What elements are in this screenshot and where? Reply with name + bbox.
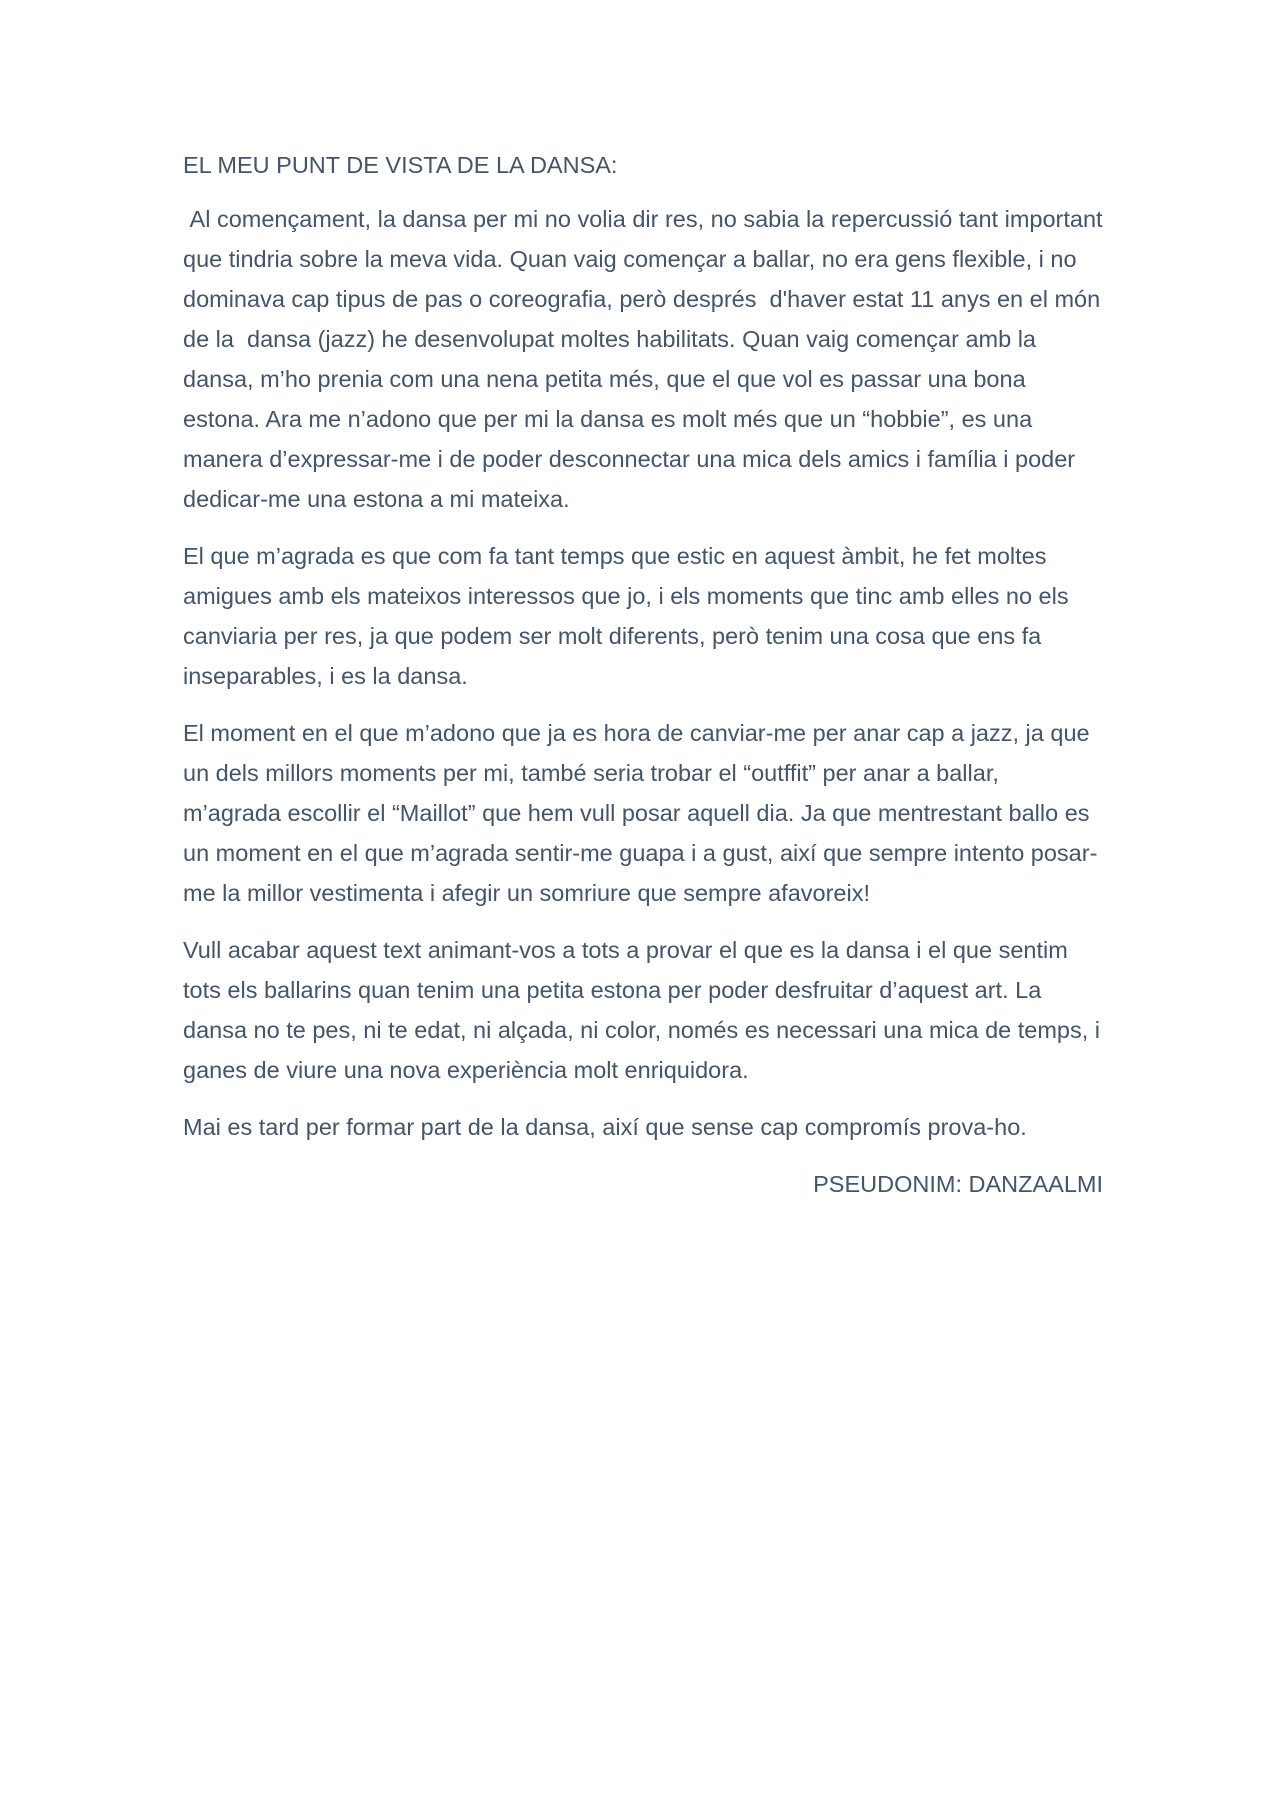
paragraph-4: Vull acabar aquest text animant-vos a tots a provar el que es la dansa i el que sentim tots els ballarins quan tenim una petita estona per poder desfruitar d’aquest art. La dansa no te pes, ni te edat, ni alçada, ni color, només es necessari una mica de temps, i ganes de viure una nova experiència molt enriquidora. [183, 937, 1107, 1083]
paragraph-3: El moment en el que m’adono que ja es hora de canviar-me per anar cap a jazz, ja que un dels millors moments per mi, també seria trobar el “outffit” per anar a ballar, m’agrada escollir el “Maillot” que hem vull posar aquell dia. Ja que mentrestant ballo es un moment en el que m’agrada sentir-me guapa i a gust, així que sempre intento posar-me la millor vestimenta i afegir un somriure que sempre afavoreix! [183, 720, 1098, 906]
author-signature: PSEUDONIM: DANZAALMI [813, 1171, 1103, 1197]
document-page [183, 145, 1110, 1204]
document-title: EL MEU PUNT DE VISTA DE LA DANSA: [183, 152, 618, 178]
paragraph-1: Al començament, la dansa per mi no volia dir res, no sabia la repercussió tant important que tindria sobre la meva vida. Quan vaig començar a ballar, no era gens flexible, i no dominava cap tipus de pas o coreografia, però després d'haver estat 11 anys en el món de la dansa (jazz) he desenvolupat moltes habilitats. Quan vaig començar amb la dansa, m’ho prenia com una nena petita més, que el que vol es passar una bona estona. Ara me n’adono que per mi la dansa es molt més que un “hobbie”, es una manera d’expressar-me i de poder desconnectar una mica dels amics i família i poder dedicar-me una estona a mi mateixa. [183, 206, 1110, 512]
paragraph-5: Mai es tard per formar part de la dansa, així que sense cap compromís prova-ho. [183, 1114, 1027, 1140]
paragraph-2: El que m’agrada es que com fa tant temps que estic en aquest àmbit, he fet moltes amigues amb els mateixos interessos que jo, i els moments que tinc amb elles no els canviaria per res, ja que podem ser molt diferents, però tenim una cosa que ens fa inseparables, i es la dansa. [183, 543, 1076, 689]
